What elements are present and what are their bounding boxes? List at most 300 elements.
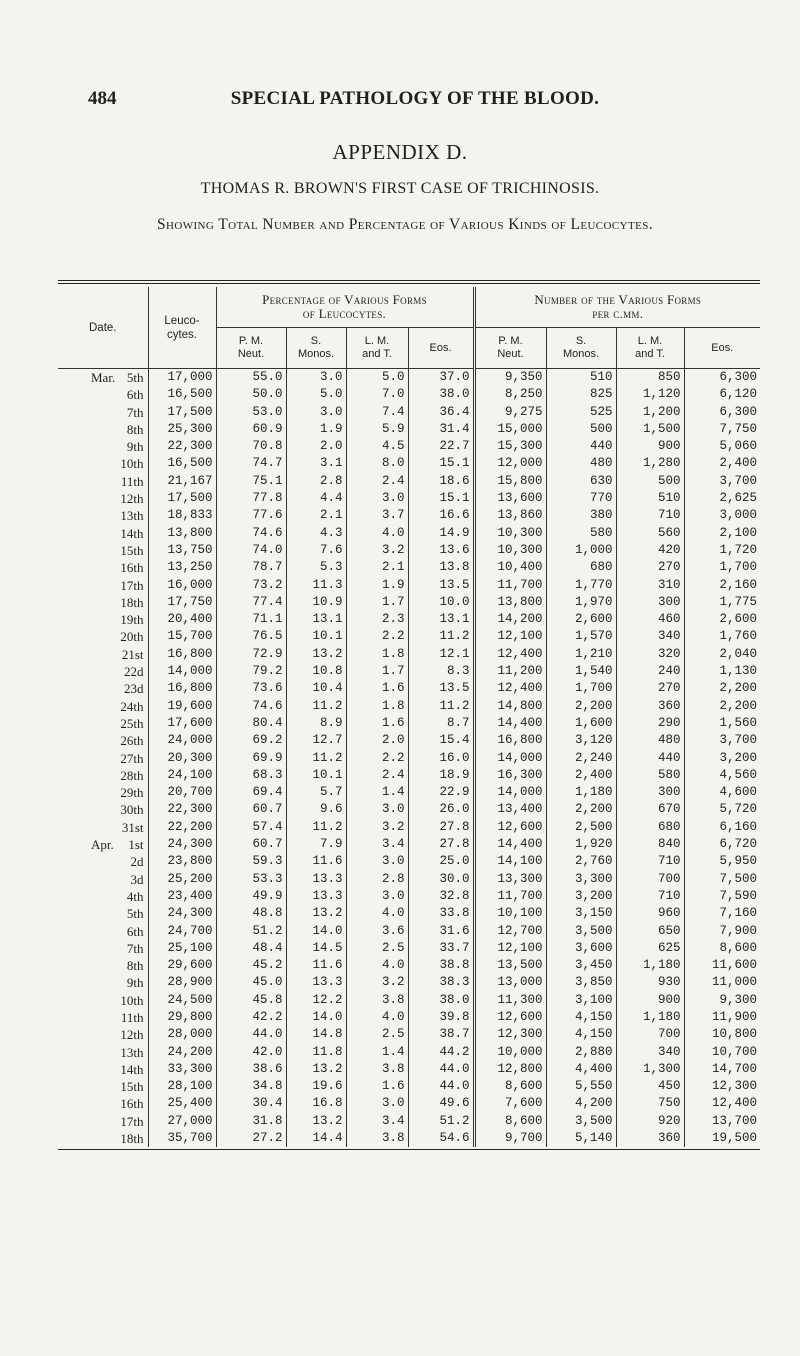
cell-num-pm-neut: 12,400 [474, 646, 546, 663]
cell-num-s-monos: 2,760 [546, 853, 616, 870]
cell-pct-eos: 31.6 [408, 923, 474, 940]
cell-num-s-monos: 3,500 [546, 923, 616, 940]
cell-num-pm-neut: 13,600 [474, 490, 546, 507]
cell-pct-s-monos: 3.0 [286, 369, 346, 387]
cell-pct-eos: 38.0 [408, 386, 474, 403]
cell-num-s-monos: 680 [546, 559, 616, 576]
cell-pct-eos: 44.0 [408, 1078, 474, 1095]
cell-pct-pm-neut: 45.8 [216, 992, 286, 1009]
cell-leucocytes: 17,600 [148, 715, 216, 732]
cell-num-s-monos: 1,210 [546, 646, 616, 663]
cell-num-s-monos: 3,120 [546, 732, 616, 749]
cell-pct-lm-t: 3.2 [346, 819, 408, 836]
cell-pct-lm-t: 3.4 [346, 1113, 408, 1130]
cell-pct-lm-t: 2.5 [346, 1026, 408, 1043]
cell-date [58, 923, 148, 940]
cell-pct-pm-neut: 45.0 [216, 974, 286, 991]
cell-num-pm-neut: 10,000 [474, 1044, 546, 1061]
cell-pct-lm-t: 4.0 [346, 957, 408, 974]
cell-pct-s-monos: 5.0 [286, 386, 346, 403]
cell-pct-s-monos: 2.1 [286, 507, 346, 524]
cell-pct-eos: 18.6 [408, 473, 474, 490]
header-num-pm-neut: P. M. Neut. [474, 328, 546, 369]
cell-pct-s-monos: 11.2 [286, 819, 346, 836]
cell-day: 16th [120, 1096, 144, 1112]
cell-leucocytes: 17,500 [148, 404, 216, 421]
cell-num-s-monos: 1,970 [546, 594, 616, 611]
cell-num-pm-neut: 15,800 [474, 473, 546, 490]
table-body [58, 369, 760, 1148]
cell-leucocytes: 25,400 [148, 1095, 216, 1112]
cell-day: 2d [130, 854, 144, 870]
cell-date [58, 974, 148, 991]
cell-num-s-monos: 2,200 [546, 801, 616, 818]
cell-date [58, 1078, 148, 1095]
cell-leucocytes: 28,100 [148, 1078, 216, 1095]
cell-leucocytes: 29,600 [148, 957, 216, 974]
cell-pct-eos: 37.0 [408, 369, 474, 387]
header-num-eos: Eos. [684, 328, 760, 369]
cell-date [58, 559, 148, 576]
cell-leucocytes: 19,600 [148, 698, 216, 715]
cell-num-pm-neut: 14,800 [474, 698, 546, 715]
table-row [58, 871, 760, 888]
cell-num-eos: 1,700 [684, 559, 760, 576]
cell-num-pm-neut: 9,275 [474, 404, 546, 421]
table-row [58, 784, 760, 801]
table-row [58, 923, 760, 940]
cell-num-eos: 2,600 [684, 611, 760, 628]
cell-leucocytes: 35,700 [148, 1130, 216, 1147]
cell-date [58, 404, 148, 421]
cell-leucocytes: 13,250 [148, 559, 216, 576]
cell-num-s-monos: 2,400 [546, 767, 616, 784]
header-pct-s-monos: S. Monos. [286, 328, 346, 369]
cell-leucocytes: 28,900 [148, 974, 216, 991]
cell-num-s-monos: 3,100 [546, 992, 616, 1009]
cell-leucocytes: 13,750 [148, 542, 216, 559]
cell-leucocytes: 29,800 [148, 1009, 216, 1026]
cell-pct-eos: 14.9 [408, 525, 474, 542]
cell-pct-lm-t: 1.8 [346, 698, 408, 715]
cell-pct-s-monos: 1.9 [286, 421, 346, 438]
cell-num-lm-t: 710 [616, 853, 684, 870]
cell-num-s-monos: 4,150 [546, 1009, 616, 1026]
cell-date [58, 628, 148, 645]
cell-num-s-monos: 1,180 [546, 784, 616, 801]
cell-pct-lm-t: 1.7 [346, 663, 408, 680]
cell-leucocytes: 16,500 [148, 386, 216, 403]
cell-pct-s-monos: 12.2 [286, 992, 346, 1009]
cell-pct-s-monos: 13.2 [286, 1061, 346, 1078]
table-row [58, 1061, 760, 1078]
cell-day: 17th [120, 577, 144, 593]
cell-date [58, 490, 148, 507]
table-row [58, 836, 760, 853]
cell-leucocytes: 24,100 [148, 767, 216, 784]
cell-date [58, 438, 148, 455]
cell-num-eos: 13,700 [684, 1113, 760, 1130]
cell-pct-pm-neut: 51.2 [216, 923, 286, 940]
leucocyte-table-container [58, 280, 760, 1150]
page-header [0, 88, 800, 112]
cell-num-pm-neut: 10,400 [474, 559, 546, 576]
table-row [58, 698, 760, 715]
header-pct-pm-neut: P. M. Neut. [216, 328, 286, 369]
cell-pct-eos: 11.2 [408, 628, 474, 645]
cell-pct-s-monos: 12.7 [286, 732, 346, 749]
cell-month: Mar. [91, 370, 116, 385]
cell-date [58, 473, 148, 490]
cell-num-s-monos: 2,200 [546, 698, 616, 715]
cell-num-pm-neut: 14,400 [474, 715, 546, 732]
cell-num-pm-neut: 12,700 [474, 923, 546, 940]
table-row [58, 767, 760, 784]
cell-pct-eos: 39.8 [408, 1009, 474, 1026]
cell-num-s-monos: 1,570 [546, 628, 616, 645]
cell-date [58, 836, 148, 853]
cell-pct-lm-t: 2.8 [346, 871, 408, 888]
cell-day: 12th [120, 491, 144, 507]
table-row [58, 801, 760, 818]
cell-num-eos: 11,600 [684, 957, 760, 974]
cell-pct-eos: 15.1 [408, 455, 474, 472]
cell-pct-eos: 38.8 [408, 957, 474, 974]
cell-pct-s-monos: 5.7 [286, 784, 346, 801]
cell-num-lm-t: 680 [616, 819, 684, 836]
cell-num-pm-neut: 16,800 [474, 732, 546, 749]
cell-date [58, 386, 148, 403]
cell-day: 29th [120, 785, 144, 801]
cell-pct-eos: 27.8 [408, 819, 474, 836]
cell-num-s-monos: 4,400 [546, 1061, 616, 1078]
cell-num-lm-t: 1,120 [616, 386, 684, 403]
table-row [58, 819, 760, 836]
cell-day: 5th [126, 370, 144, 385]
cell-num-eos: 6,120 [684, 386, 760, 403]
cell-num-s-monos: 525 [546, 404, 616, 421]
cell-leucocytes: 24,200 [148, 1044, 216, 1061]
cell-pct-eos: 33.8 [408, 905, 474, 922]
cell-day: 21st [121, 646, 144, 662]
cell-date [58, 680, 148, 697]
cell-num-pm-neut: 8,600 [474, 1078, 546, 1095]
cell-pct-eos: 8.7 [408, 715, 474, 732]
cell-day: 6th [126, 923, 144, 939]
cell-leucocytes: 20,700 [148, 784, 216, 801]
cell-num-lm-t: 670 [616, 801, 684, 818]
cell-num-lm-t: 340 [616, 628, 684, 645]
cell-date [58, 784, 148, 801]
cell-pct-lm-t: 4.5 [346, 438, 408, 455]
cell-date [58, 1130, 148, 1147]
cell-num-eos: 6,160 [684, 819, 760, 836]
cell-pct-eos: 12.1 [408, 646, 474, 663]
cell-num-lm-t: 900 [616, 992, 684, 1009]
case-title: THOMAS R. BROWN'S FIRST CASE OF TRICHINOSIS. [200, 180, 600, 197]
cell-leucocytes: 17,500 [148, 490, 216, 507]
cell-pct-lm-t: 3.0 [346, 853, 408, 870]
cell-num-lm-t: 270 [616, 559, 684, 576]
cell-pct-pm-neut: 38.6 [216, 1061, 286, 1078]
cell-num-eos: 12,300 [684, 1078, 760, 1095]
cell-pct-pm-neut: 75.1 [216, 473, 286, 490]
cell-day: 28th [120, 767, 144, 783]
cell-pct-pm-neut: 74.0 [216, 542, 286, 559]
cell-num-lm-t: 700 [616, 1026, 684, 1043]
cell-pct-eos: 13.6 [408, 542, 474, 559]
cell-pct-s-monos: 10.9 [286, 594, 346, 611]
cell-num-s-monos: 770 [546, 490, 616, 507]
cell-num-eos: 1,760 [684, 628, 760, 645]
cell-day: 3d [130, 871, 144, 887]
cell-day: 24th [120, 698, 144, 714]
cell-pct-eos: 54.6 [408, 1130, 474, 1147]
table-row [58, 577, 760, 594]
cell-pct-pm-neut: 74.6 [216, 525, 286, 542]
cell-pct-lm-t: 2.4 [346, 473, 408, 490]
cell-num-eos: 5,720 [684, 801, 760, 818]
cell-pct-lm-t: 1.6 [346, 1078, 408, 1095]
cell-pct-pm-neut: 76.5 [216, 628, 286, 645]
cell-leucocytes: 33,300 [148, 1061, 216, 1078]
cell-pct-eos: 11.2 [408, 698, 474, 715]
cell-pct-pm-neut: 27.2 [216, 1130, 286, 1147]
cell-num-pm-neut: 13,500 [474, 957, 546, 974]
running-head: SPECIAL PATHOLOGY OF THE BLOOD. [230, 88, 600, 109]
cell-num-s-monos: 3,850 [546, 974, 616, 991]
cell-pct-eos: 38.3 [408, 974, 474, 991]
cell-num-eos: 5,060 [684, 438, 760, 455]
cell-num-lm-t: 1,200 [616, 404, 684, 421]
cell-day: 9th [126, 975, 144, 991]
cell-leucocytes: 24,500 [148, 992, 216, 1009]
cell-pct-lm-t: 3.0 [346, 1095, 408, 1112]
cell-num-lm-t: 1,300 [616, 1061, 684, 1078]
cell-pct-lm-t: 4.0 [346, 905, 408, 922]
cell-leucocytes: 16,000 [148, 577, 216, 594]
cell-pct-s-monos: 19.6 [286, 1078, 346, 1095]
cell-num-s-monos: 2,240 [546, 750, 616, 767]
cell-day: 31st [121, 819, 144, 835]
cell-date [58, 1009, 148, 1026]
cell-pct-s-monos: 10.1 [286, 767, 346, 784]
cell-pct-lm-t: 7.0 [346, 386, 408, 403]
cell-num-lm-t: 850 [616, 369, 684, 387]
table-row [58, 1009, 760, 1026]
cell-num-lm-t: 440 [616, 750, 684, 767]
cell-num-eos: 3,000 [684, 507, 760, 524]
cell-date [58, 767, 148, 784]
cell-pct-pm-neut: 60.9 [216, 421, 286, 438]
cell-num-eos: 4,560 [684, 767, 760, 784]
cell-pct-s-monos: 13.3 [286, 871, 346, 888]
table-row [58, 732, 760, 749]
cell-pct-eos: 51.2 [408, 1113, 474, 1130]
cell-pct-pm-neut: 79.2 [216, 663, 286, 680]
cell-num-lm-t: 320 [616, 646, 684, 663]
cell-pct-s-monos: 3.1 [286, 455, 346, 472]
cell-day: 13th [120, 508, 144, 524]
leucocyte-table [58, 287, 760, 1147]
table-row [58, 594, 760, 611]
cell-day: 10th [120, 456, 144, 472]
table-row [58, 750, 760, 767]
cell-num-eos: 2,100 [684, 525, 760, 542]
cell-num-s-monos: 3,600 [546, 940, 616, 957]
cell-pct-pm-neut: 77.8 [216, 490, 286, 507]
cell-num-pm-neut: 14,200 [474, 611, 546, 628]
header-leucocytes: Leuco- cytes. [148, 287, 216, 369]
cell-day: 18th [120, 594, 144, 610]
cell-pct-s-monos: 14.8 [286, 1026, 346, 1043]
cell-day: 5th [126, 906, 144, 922]
page-number: 484 [88, 88, 117, 109]
cell-pct-eos: 38.0 [408, 992, 474, 1009]
cell-pct-pm-neut: 78.7 [216, 559, 286, 576]
cell-num-eos: 5,950 [684, 853, 760, 870]
cell-pct-lm-t: 3.2 [346, 542, 408, 559]
cell-num-eos: 2,200 [684, 680, 760, 697]
cell-leucocytes: 25,300 [148, 421, 216, 438]
cell-date [58, 646, 148, 663]
cell-pct-eos: 25.0 [408, 853, 474, 870]
cell-day: 8th [126, 958, 144, 974]
cell-num-eos: 10,800 [684, 1026, 760, 1043]
table-row [58, 525, 760, 542]
cell-day: 22d [124, 664, 144, 680]
cell-pct-pm-neut: 70.8 [216, 438, 286, 455]
cell-num-eos: 10,700 [684, 1044, 760, 1061]
table-row [58, 1078, 760, 1095]
cell-num-eos: 7,590 [684, 888, 760, 905]
cell-pct-s-monos: 13.1 [286, 611, 346, 628]
table-row [58, 542, 760, 559]
cell-pct-pm-neut: 69.4 [216, 784, 286, 801]
cell-num-eos: 9,300 [684, 992, 760, 1009]
cell-num-s-monos: 480 [546, 455, 616, 472]
cell-day: 26th [120, 733, 144, 749]
cell-day: 10th [120, 992, 144, 1008]
cell-pct-eos: 15.4 [408, 732, 474, 749]
table-row [58, 369, 760, 387]
cell-day: 23d [124, 681, 144, 697]
cell-day: 13th [120, 1044, 144, 1060]
cell-num-s-monos: 1,000 [546, 542, 616, 559]
table-row [58, 490, 760, 507]
cell-pct-eos: 8.3 [408, 663, 474, 680]
cell-pct-pm-neut: 53.0 [216, 404, 286, 421]
header-pct-lm-t: L. M. and T. [346, 328, 408, 369]
cell-pct-pm-neut: 69.9 [216, 750, 286, 767]
cell-num-s-monos: 4,150 [546, 1026, 616, 1043]
cell-num-lm-t: 900 [616, 438, 684, 455]
table-row [58, 888, 760, 905]
cell-num-s-monos: 3,200 [546, 888, 616, 905]
cell-pct-lm-t: 1.6 [346, 680, 408, 697]
cell-leucocytes: 16,800 [148, 680, 216, 697]
cell-num-s-monos: 380 [546, 507, 616, 524]
cell-pct-pm-neut: 74.7 [216, 455, 286, 472]
cell-num-eos: 6,720 [684, 836, 760, 853]
cell-pct-lm-t: 3.0 [346, 490, 408, 507]
cell-leucocytes: 18,833 [148, 507, 216, 524]
cell-num-eos: 14,700 [684, 1061, 760, 1078]
cell-pct-pm-neut: 55.0 [216, 369, 286, 387]
cell-pct-s-monos: 10.4 [286, 680, 346, 697]
cell-num-s-monos: 4,200 [546, 1095, 616, 1112]
cell-num-s-monos: 3,450 [546, 957, 616, 974]
cell-num-lm-t: 840 [616, 836, 684, 853]
cell-pct-pm-neut: 73.2 [216, 577, 286, 594]
cell-pct-pm-neut: 77.6 [216, 507, 286, 524]
cell-date [58, 1113, 148, 1130]
cell-num-lm-t: 300 [616, 594, 684, 611]
cell-pct-pm-neut: 34.8 [216, 1078, 286, 1095]
table-row [58, 386, 760, 403]
cell-num-pm-neut: 13,860 [474, 507, 546, 524]
cell-day: 4th [126, 888, 144, 904]
cell-pct-lm-t: 3.8 [346, 1130, 408, 1147]
cell-num-s-monos: 510 [546, 369, 616, 387]
cell-pct-eos: 49.6 [408, 1095, 474, 1112]
cell-pct-pm-neut: 77.4 [216, 594, 286, 611]
cell-pct-lm-t: 5.9 [346, 421, 408, 438]
cell-pct-pm-neut: 30.4 [216, 1095, 286, 1112]
cell-pct-eos: 15.1 [408, 490, 474, 507]
cell-leucocytes: 17,000 [148, 369, 216, 387]
cell-pct-eos: 32.8 [408, 888, 474, 905]
cell-pct-eos: 22.7 [408, 438, 474, 455]
cell-day: 18th [120, 1131, 144, 1147]
cell-day: 12th [120, 1027, 144, 1043]
header-number-group: Number of the Various Forms per c.mm. [474, 287, 760, 328]
cell-num-pm-neut: 15,000 [474, 421, 546, 438]
cell-num-lm-t: 340 [616, 1044, 684, 1061]
table-row [58, 507, 760, 524]
cell-pct-pm-neut: 50.0 [216, 386, 286, 403]
cell-pct-s-monos: 2.8 [286, 473, 346, 490]
cell-num-eos: 1,775 [684, 594, 760, 611]
cell-pct-lm-t: 1.8 [346, 646, 408, 663]
cell-pct-s-monos: 14.4 [286, 1130, 346, 1147]
table-row [58, 680, 760, 697]
table-top-rule [58, 280, 760, 284]
cell-pct-eos: 44.0 [408, 1061, 474, 1078]
cell-pct-pm-neut: 69.2 [216, 732, 286, 749]
cell-leucocytes: 24,300 [148, 836, 216, 853]
cell-pct-s-monos: 14.0 [286, 923, 346, 940]
cell-num-pm-neut: 12,800 [474, 1061, 546, 1078]
cell-pct-pm-neut: 53.3 [216, 871, 286, 888]
cell-pct-s-monos: 11.8 [286, 1044, 346, 1061]
cell-pct-lm-t: 1.4 [346, 784, 408, 801]
cell-date [58, 507, 148, 524]
cell-pct-lm-t: 2.2 [346, 750, 408, 767]
cell-num-pm-neut: 13,000 [474, 974, 546, 991]
cell-num-pm-neut: 12,600 [474, 1009, 546, 1026]
cell-leucocytes: 22,200 [148, 819, 216, 836]
cell-num-lm-t: 300 [616, 784, 684, 801]
cell-date [58, 801, 148, 818]
cell-pct-s-monos: 13.2 [286, 1113, 346, 1130]
cell-num-eos: 1,720 [684, 542, 760, 559]
cell-pct-eos: 36.4 [408, 404, 474, 421]
cell-date [58, 1095, 148, 1112]
table-row [58, 1095, 760, 1112]
cell-num-lm-t: 710 [616, 507, 684, 524]
cell-num-lm-t: 500 [616, 473, 684, 490]
